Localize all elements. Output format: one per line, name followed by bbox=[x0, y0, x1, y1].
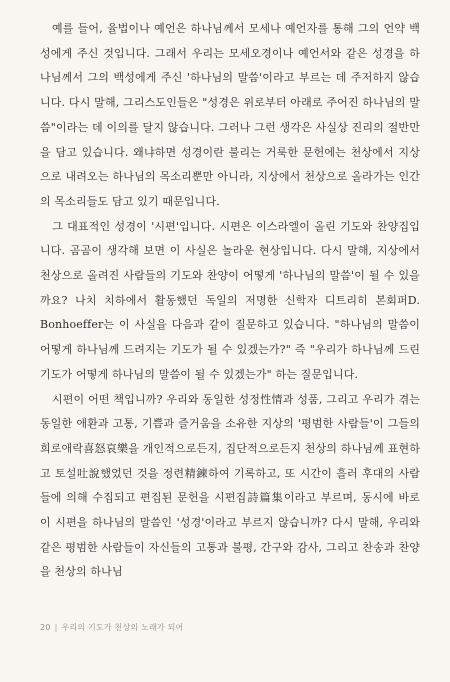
body-text bbox=[40, 17, 420, 585]
paragraph-1: 예를 들어, 율법이나 예언은 하나님께서 모세나 예언자를 통해 그의 언약 백성에게 주신 것입니다. 그래서 우리는 모세오경이나 예언서와 같은 성경을 하나님께서 그의 백성에게 주신 '하나님의 말씀'이라고 부르는 데 주저하지 않습니다. 다시 말해, 그리스도인들은 "성경은 위로부터 아래로 주어진 하나님의 말씀"이라는 데 이의를 달지 않습니다. 그러나 그런 생각은 사실상 진리의 절반만을 담고 있습니다. 왜냐하면 성경이란 불리는 거룩한 문헌에는 천상에서 지상으로 내려오는 하나님의 목소리뿐만 아니라, 지상에서 천상으로 올라가는 인간의 목소리들도 담고 있기 때문입니다. bbox=[40, 22, 420, 208]
footer-separator: | bbox=[54, 623, 58, 632]
running-title: 우리의 기도가 천상의 노래가 되어 bbox=[61, 623, 184, 632]
page-footer bbox=[40, 622, 183, 633]
page-number: 20 bbox=[40, 623, 51, 632]
paragraph-2: 그 대표적인 성경이 '시편'입니다. 시편은 이스라엘이 올린 기도와 찬양집입니다. 곰곰이 생각해 보면 이 사실은 놀라운 현상입니다. 다시 말해, 지상에서 천상으로 올려진 사람들의 기도와 찬양이 어떻게 '하나님의 말씀'이 될 수 있을까요? 나치 치하에서 활동했던 독일의 저명한 신학자 디트리히 본회퍼D. Bonhoeffer는 이 사실을 다음과 같이 질문하고 있습니다. "하나님의 말씀이 어떻게 하나님께 드려지는 기도가 될 수 있겠는가?" 즉 "우리가 하나님께 드린 기도가 어떻게 하나님의 말씀이 될 수 있겠는가" 하는 질문입니다. bbox=[40, 219, 420, 381]
paragraph-3: 시편이 어떤 책입니까? 우리와 동일한 성정性情과 성품, 그리고 우리가 겪는 동일한 애환과 고통, 기쁨과 즐거움을 소유한 지상의 '평범한 사람들'이 그들의 희로애락喜怒哀樂을 개인적으로든지, 집단적으로든지 천상의 하나님께 표현하고 토설吐說했었던 것을 정련精鍊하여 기록하고, 또 시간이 흘러 후대의 사람들에 의해 수집되고 편집된 문헌을 시편집詩篇集이라고 부르며, 동시에 바로 이 시편을 하나님의 말씀인 '성경'이라고 부르지 않습니까? 다시 말해, 우리와 같은 평범한 사람들이 자신들의 고통과 불평, 간구와 감사, 그리고 찬송과 찬양을 천상의 하나님 bbox=[40, 392, 420, 579]
